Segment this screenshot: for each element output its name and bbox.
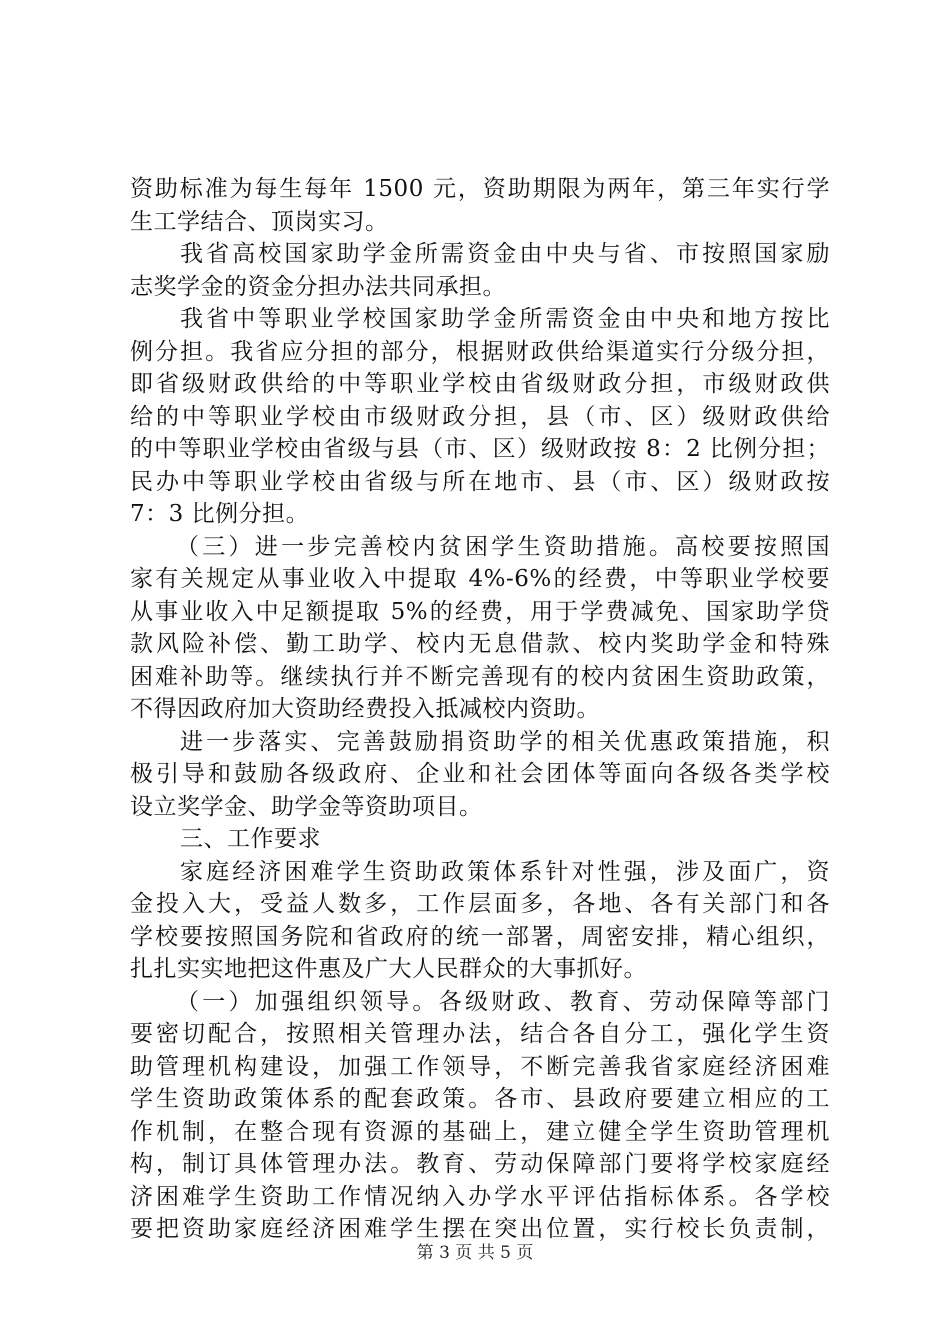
text-line: 我省高校国家助学金所需资金由中央与省、市按照国家励 — [180, 241, 830, 267]
text-line: 济困难学生资助工作情况纳入办学水平评估指标体系。各学校 — [130, 1183, 830, 1210]
text-line: 设立奖学金、助学金等资助项目。 — [130, 793, 483, 820]
text-line: 例分担。我省应分担的部分，根据财政供给渠道实行分级分担， — [130, 338, 830, 365]
text-line: 7：3 比例分担。 — [130, 501, 310, 527]
document-body — [130, 173, 830, 1246]
text-line: 给的中等职业学校由市级财政分担，县（市、区）级财政供给 — [130, 403, 830, 430]
text-line: 家庭经济困难学生资助政策体系针对性强，涉及面广，资 — [180, 858, 830, 885]
text-line: 生工学结合、顶岗实习。 — [130, 208, 389, 235]
text-line: 助管理机构建设，加强工作领导，不断完善我省家庭经济困难 — [130, 1053, 830, 1080]
text-line: 我省中等职业学校国家助学金所需资金由中央和地方按比 — [180, 306, 830, 332]
text-line: 学生资助政策体系的配套政策。各市、县政府要建立相应的工 — [130, 1086, 830, 1112]
text-line: 款风险补偿、勤工助学、校内无息借款、校内奖助学金和特殊 — [130, 631, 830, 657]
text-line: 极引导和鼓励各级政府、企业和社会团体等面向各级各类学校 — [130, 761, 830, 787]
text-line: 扎扎实实地把这件惠及广大人民群众的大事抓好。 — [130, 956, 647, 982]
text-line: 家有关规定从事业收入中提取 4%-6%的经费，中等职业学校要 — [130, 566, 830, 592]
text-line: 不得因政府加大资助经费投入抵减校内资助。 — [130, 696, 600, 722]
page-number: 第 3 页 共 5 页 — [416, 1243, 534, 1263]
text-line: 要把资助家庭经济困难学生摆在突出位置，实行校长负责制， — [130, 1216, 830, 1242]
text-line: 学校要按照国务院和省政府的统一部署，周密安排，精心组织， — [130, 923, 830, 950]
text-line: 作机制，在整合现有资源的基础上，建立健全学生资助管理机 — [130, 1118, 830, 1145]
text-line: 的中等职业学校由省级与县（市、区）级财政按 8：2 比例分担； — [130, 436, 830, 462]
text-line: （一）加强组织领导。各级财政、教育、劳动保障等部门 — [176, 988, 830, 1015]
section-heading: 三、工作要求 — [180, 826, 321, 852]
text-line: 即省级财政供给的中等职业学校由省级财政分担，市级财政供 — [130, 371, 830, 397]
text-line: 民办中等职业学校由省级与所在地市、县（市、区）级财政按 — [130, 468, 830, 495]
text-line: 进一步落实、完善鼓励捐资助学的相关优惠政策措施，积 — [180, 728, 830, 755]
text-line: 志奖学金的资金分担办法共同承担。 — [130, 273, 506, 300]
text-line: 困难补助等。继续执行并不断完善现有的校内贫困生资助政策， — [130, 663, 830, 690]
text-line: 金投入大，受益人数多，工作层面多，各地、各有关部门和各 — [130, 891, 830, 917]
text-line: 资助标准为每生每年 1500 元，资助期限为两年，第三年实行学 — [130, 176, 830, 202]
text-line: 要密切配合，按照相关管理办法，结合各自分工，强化学生资 — [130, 1021, 830, 1047]
text-line: 从事业收入中足额提取 5%的经费，用于学费减免、国家助学贷 — [130, 598, 830, 625]
text-line: 构，制订具体管理办法。教育、劳动保障部门要将学校家庭经 — [130, 1151, 830, 1177]
text-line: （三）进一步完善校内贫困学生资助措施。高校要按照国 — [176, 533, 830, 560]
